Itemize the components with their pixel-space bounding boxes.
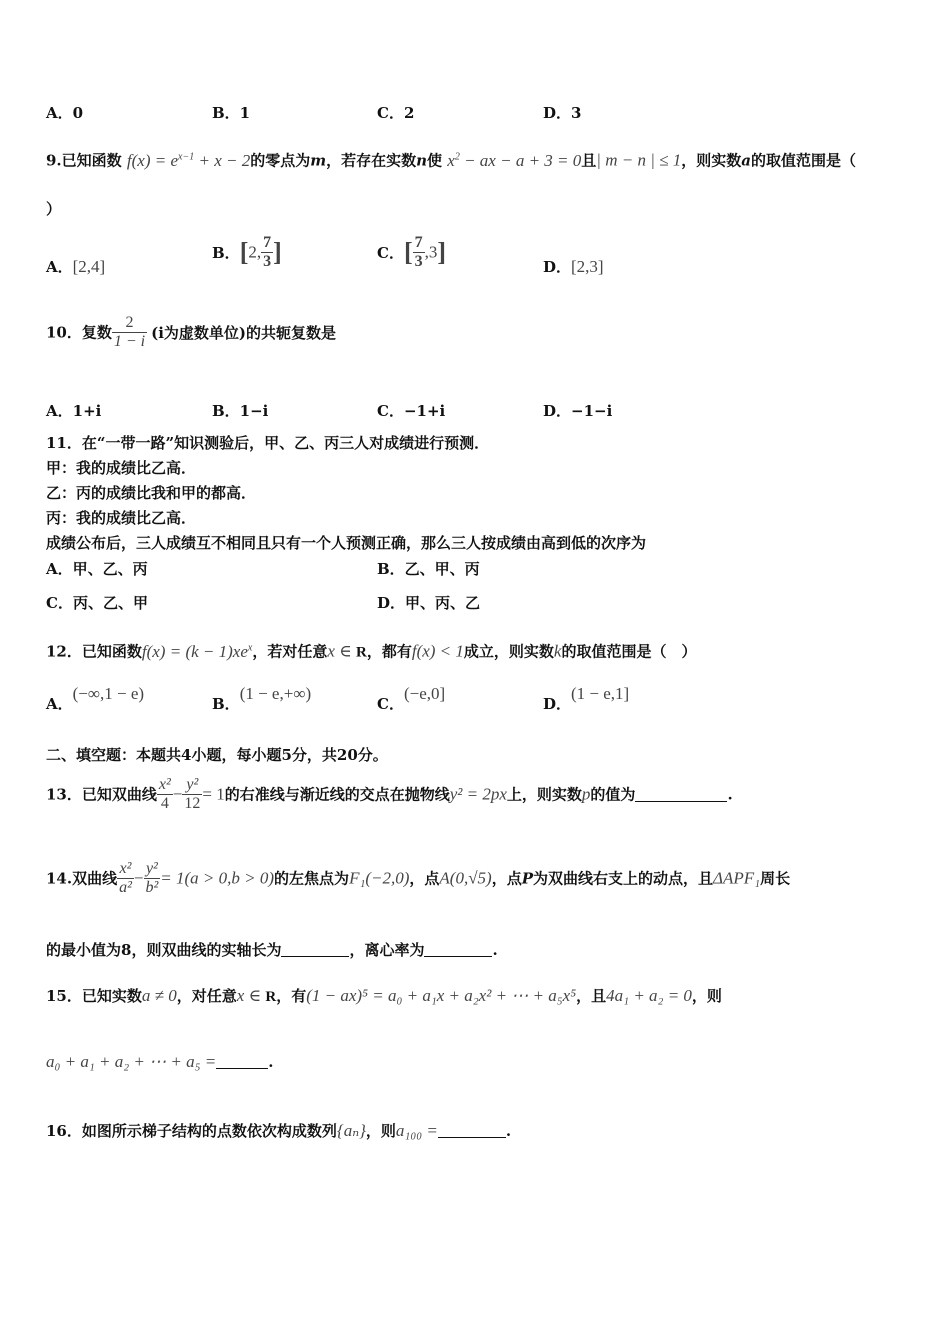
q12-option-c: C．(−e,0]	[377, 684, 446, 713]
q9-option-a: A．[2,4]	[46, 257, 106, 276]
q9-close-paren: ）	[46, 200, 62, 218]
q11-line-1: 11．在“一带一路”知识测验后，甲、乙、丙三人对成绩进行预测．	[46, 434, 490, 452]
q10-option-d: D．−1−i	[543, 402, 613, 420]
q10-option-c: C．−1+i	[377, 402, 446, 420]
q8-option-c: C．2	[377, 104, 415, 122]
q8-option-b: B．1	[212, 104, 251, 122]
q10-option-a: A．1+i	[46, 402, 102, 420]
q13-stem: 13．已知双曲线 $\frac{\text{x²}}{4}$ − $\frac{\text{y²}}{12}$ = 1的右准线与渐近线的交点在抛物线y² = 2px上，则实数p的值为 .	[46, 776, 733, 812]
q12-option-b: B．(1 − e,+∞)	[212, 684, 312, 713]
q11-option-c: C．丙、乙、甲	[46, 594, 148, 612]
q9-option-d: D．[2,3]	[543, 257, 604, 276]
q9-function: $f(x) = e^{x-1} + x - 2$	[126, 150, 251, 170]
q11-option-d: D．甲、丙、乙	[377, 594, 481, 612]
q12-function: $f(x) = (k - 1)xe^x$	[141, 641, 253, 661]
q14-line-2: 的最小值为8，则双曲线的实轴长为 ，离心率为 .	[46, 941, 498, 959]
q9-option-b: B．[2, $\frac{7}{3}$ ]	[212, 234, 282, 270]
q8-option-a: A．0	[46, 104, 84, 122]
q13-answer-blank[interactable]	[635, 787, 727, 802]
q11-option-a: A．甲、乙、丙	[46, 560, 148, 578]
q11-option-b: B．乙、甲、丙	[377, 560, 480, 578]
q9-abs-condition: | m − n | ≤ 1	[596, 150, 682, 170]
q12-option-a: A．(−∞,1 − e)	[46, 684, 145, 713]
q11-line-3: 乙：丙的成绩比我和甲的都高．	[46, 484, 257, 502]
q16-stem: 16．如图所示梯子结构的点数依次构成数列{aₙ}，则a₁₀₀ = .	[46, 1121, 512, 1140]
section-2-heading: 二、填空题：本题共4小题，每小题5分，共20分。	[46, 746, 388, 764]
q11-line-2: 甲：我的成绩比乙高．	[46, 459, 197, 477]
q9-option-c: C．[ $\frac{7}{3}$ ,3]	[377, 234, 447, 270]
q10-stem: 10．复数 $\frac{2}{1 - i}$ (i为虚数单位)的共轭复数是	[46, 314, 337, 350]
q14-stem: 14.双曲线 $\frac{\text{x²}}{\text{a²}}$ − $\frac{\text{y²}}{\text{b²}}$ = 1(a > 0,b > 0)的左焦点为F₁(−2,0)，点A(0,√5)，点P为双曲线右支上的动点，且ΔAPF₁周长	[46, 860, 791, 896]
q8-option-d: D．3	[543, 104, 582, 122]
q16-answer-blank[interactable]	[438, 1123, 506, 1138]
q14-blank-eccentricity[interactable]	[424, 942, 492, 957]
q12-option-d: D．(1 − e,1]	[543, 684, 630, 713]
q12-stem: 12．已知函数$f(x) = (k - 1)xe^x$，若对任意x ∈ R，都有f(x) < 1成立，则实数k的取值范围是（ ）	[46, 641, 697, 661]
q10-fraction: $\frac{2}{1 - i}$	[113, 314, 146, 350]
q15-answer-blank[interactable]	[216, 1054, 268, 1069]
q10-option-b: B．1−i	[212, 402, 269, 420]
q9-equation: $x^2$ − ax − a + 3 = 0	[447, 150, 582, 170]
q15-sum-line: a₀ + a₁ + a₂ + ⋯ + a₅ = .	[46, 1052, 274, 1071]
q15-stem: 15．已知实数a ≠ 0，对任意x ∈ R，有(1 − ax)⁵ = a₀ + a₁x + a₂x² + ⋯ + a₅x⁵，且4a₁ + a₂ = 0，则	[46, 986, 722, 1005]
q14-blank-axis-length[interactable]	[281, 942, 349, 957]
q11-line-4: 丙：我的成绩比乙高．	[46, 509, 197, 527]
q11-line-5: 成绩公布后，三人成绩互不相同且只有一个人预测正确，那么三人按成绩由高到低的次序为	[46, 534, 647, 552]
q9-stem: 9.已知函数 $f(x) = e^{x-1} + x - 2$的零点为m，若存在实数n使 $x^2$ − ax − a + 3 = 0且| m − n | ≤ 1，则实数a的取值范围是（	[46, 150, 856, 170]
